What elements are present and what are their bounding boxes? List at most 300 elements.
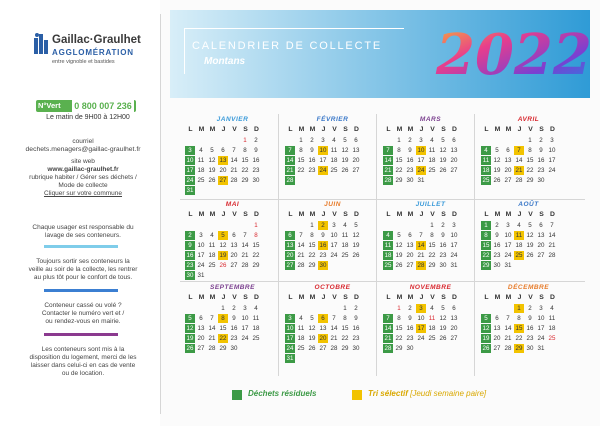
- day-cell: 15: [395, 157, 403, 164]
- email-link[interactable]: dechets.menagers@gaillac-graulhet.fr: [25, 146, 141, 153]
- weekday-label: M: [198, 211, 205, 218]
- day-cell: 5: [481, 314, 491, 323]
- day-cell: 23: [526, 335, 534, 342]
- day-cell: 21: [230, 167, 238, 174]
- office-hours: Le matin de 9H00 à 12H00: [46, 114, 130, 121]
- day-cell: 23: [230, 335, 238, 342]
- day-cell: 2: [318, 221, 328, 230]
- day-cell: 2: [185, 231, 195, 240]
- day-cell: 29: [241, 177, 249, 184]
- day-cell: 14: [515, 157, 523, 164]
- day-cell: 25: [428, 335, 436, 342]
- day-cell: 17: [197, 252, 205, 259]
- day-cell: 11: [428, 147, 436, 154]
- day-cell: 21: [384, 335, 392, 342]
- day-cell: 18: [341, 242, 349, 249]
- day-cell: 10: [450, 232, 458, 239]
- column-divider: [278, 114, 279, 376]
- day-cell: 24: [548, 167, 556, 174]
- day-cell: 26: [439, 167, 447, 174]
- day-cell: 21: [384, 167, 392, 174]
- day-cell: 2: [232, 305, 236, 312]
- day-cell: 28: [548, 252, 556, 259]
- email-label: courriel: [72, 138, 94, 145]
- day-cell: 13: [286, 242, 294, 249]
- day-cell: 4: [254, 305, 258, 312]
- weekday-label: S: [243, 126, 248, 133]
- day-cell: 20: [197, 335, 205, 342]
- day-cell: 25: [341, 252, 349, 259]
- day-cell: 13: [493, 325, 501, 332]
- note-collection-1: Toujours sortir ses conteneurs la: [36, 258, 130, 265]
- weekday-label: M: [298, 211, 305, 218]
- day-cell: 14: [417, 242, 425, 249]
- row-divider: [180, 199, 585, 200]
- day-cell: 3: [243, 305, 247, 312]
- weekday-label: J: [221, 211, 226, 218]
- day-cell: 4: [481, 146, 491, 155]
- day-cell: 1: [514, 304, 524, 313]
- day-cell: 1: [397, 305, 401, 312]
- weekday-label: M: [396, 294, 403, 301]
- day-cell: 7: [285, 146, 295, 155]
- day-cell: 11: [515, 232, 523, 239]
- web-link[interactable]: www.gaillac-graulhet.fr: [47, 166, 119, 173]
- day-cell: 26: [219, 262, 227, 269]
- weekday-label: V: [332, 294, 337, 301]
- day-cell: 10: [197, 242, 205, 249]
- day-cell: 12: [352, 232, 360, 239]
- weekday-label: J: [517, 294, 522, 301]
- day-cell: 25: [384, 262, 392, 269]
- weekday-label: J: [321, 294, 326, 301]
- day-cell: 5: [528, 222, 532, 229]
- weekday-label: V: [232, 294, 237, 301]
- day-cell: 29: [219, 345, 227, 352]
- day-cell: 16: [406, 157, 414, 164]
- note-property-1: Les conteneurs sont mis à la: [41, 346, 125, 353]
- weekday-label: M: [309, 126, 316, 133]
- day-cell: 16: [319, 242, 327, 249]
- day-cell: 25: [330, 167, 338, 174]
- day-cell: 10: [241, 315, 249, 322]
- day-cell: 24: [417, 335, 425, 342]
- day-cell: 21: [241, 252, 249, 259]
- month-5: [185, 201, 280, 285]
- day-cell: 7: [506, 315, 510, 322]
- day-cell: 23: [439, 252, 447, 259]
- day-cell: 18: [208, 252, 216, 259]
- day-cell: 17: [330, 242, 338, 249]
- day-cell: 29: [515, 345, 523, 352]
- day-cell: 29: [395, 345, 403, 352]
- note-property-3: laisser dans celui-ci en cas de vente: [30, 362, 136, 369]
- month-7: [383, 201, 478, 285]
- day-cell: 22: [395, 335, 403, 342]
- legend-recycling-note: [Jeudi semaine paire]: [410, 389, 487, 398]
- weekday-label: M: [407, 211, 414, 218]
- weekday-label: S: [539, 126, 544, 133]
- note-washing-2: lavage de ses conteneurs.: [45, 232, 121, 239]
- day-cell: 31: [504, 262, 512, 269]
- logo-title: Gaillac·Graulhet: [52, 34, 141, 46]
- day-cell: 25: [482, 177, 490, 184]
- day-cell: 31: [197, 272, 205, 279]
- weekday-label: D: [452, 126, 457, 133]
- day-cell: 13: [537, 232, 545, 239]
- note-collection-3: au plus tôt pour le confort de tous.: [33, 274, 133, 281]
- day-cell: 16: [230, 325, 238, 332]
- day-cell: 11: [297, 325, 305, 332]
- day-cell: 2: [310, 137, 314, 144]
- day-cell: 14: [330, 325, 338, 332]
- weekday-label: J: [419, 126, 424, 133]
- day-cell: 12: [526, 232, 534, 239]
- weekday-label: S: [539, 294, 544, 301]
- web-path-2: Mode de collecte: [58, 182, 108, 189]
- weekday-label: S: [243, 294, 248, 301]
- day-cell: 16: [186, 252, 194, 259]
- day-cell: 13: [406, 242, 414, 249]
- logo-subtitle: AGGLOMÉRATION: [52, 48, 134, 57]
- day-cell: 14: [384, 157, 392, 164]
- day-cell: 30: [537, 177, 545, 184]
- day-cell: 2: [408, 305, 412, 312]
- day-cell: 27: [230, 262, 238, 269]
- weekday-label: M: [407, 294, 414, 301]
- day-cell: 31: [450, 262, 458, 269]
- day-cell: 1: [310, 222, 314, 229]
- day-cell: 20: [450, 157, 458, 164]
- weekday-label: M: [396, 211, 403, 218]
- day-cell: 6: [199, 315, 203, 322]
- weekday-label: D: [354, 211, 359, 218]
- weekday-label: L: [188, 126, 193, 133]
- weekday-label: M: [396, 126, 403, 133]
- weekday-label: M: [505, 211, 512, 218]
- day-cell: 23: [308, 167, 316, 174]
- day-cell: 5: [441, 137, 445, 144]
- day-cell: 16: [537, 157, 545, 164]
- day-cell: 21: [286, 167, 294, 174]
- day-cell: 26: [208, 177, 216, 184]
- weekday-label: V: [332, 126, 337, 133]
- day-cell: 27: [450, 335, 458, 342]
- note-bar: [44, 289, 118, 292]
- day-cell: 21: [515, 167, 523, 174]
- month-name: MARS: [419, 116, 442, 123]
- day-cell: 20: [504, 167, 512, 174]
- day-cell: 2: [441, 222, 445, 229]
- day-cell: 11: [548, 315, 556, 322]
- day-cell: 4: [343, 222, 347, 229]
- weekday-label: D: [452, 294, 457, 301]
- day-cell: 4: [383, 231, 393, 240]
- day-cell: 25: [252, 335, 260, 342]
- day-cell: 12: [493, 157, 501, 164]
- day-cell: 18: [330, 157, 338, 164]
- note-collection-2: veille au soir de la collecte, les rentrer: [28, 266, 138, 273]
- month-name: DÉCEMBRE: [507, 284, 550, 291]
- month-10: [285, 284, 380, 368]
- note-bar: [44, 245, 118, 248]
- day-cell: 26: [308, 345, 316, 352]
- day-cell: 20: [230, 252, 238, 259]
- day-cell: 23: [537, 167, 545, 174]
- weekday-label: L: [188, 294, 193, 301]
- day-cell: 8: [310, 232, 314, 239]
- day-cell: 16: [352, 325, 360, 332]
- day-cell: 19: [341, 157, 349, 164]
- weekday-label: V: [430, 126, 435, 133]
- day-cell: 19: [208, 167, 216, 174]
- day-cell: 2: [254, 137, 258, 144]
- note-property-2: disposition du logement, merci de les: [29, 354, 137, 361]
- day-cell: 6: [285, 231, 295, 240]
- nvert-badge: N°Vert: [38, 101, 61, 110]
- day-cell: 16: [406, 325, 414, 332]
- day-cell: 30: [439, 262, 447, 269]
- day-cell: 27: [493, 345, 501, 352]
- weekday-label: L: [386, 126, 391, 133]
- weekday-label: V: [430, 211, 435, 218]
- day-cell: 30: [186, 272, 194, 279]
- day-cell: 3: [199, 232, 203, 239]
- day-cell: 10: [286, 325, 294, 332]
- weekday-label: L: [484, 294, 489, 301]
- weekday-label: M: [209, 294, 216, 301]
- day-cell: 24: [197, 262, 205, 269]
- day-cell: 19: [219, 252, 227, 259]
- day-cell: 14: [208, 325, 216, 332]
- day-cell: 18: [252, 325, 260, 332]
- day-cell: 11: [482, 157, 490, 164]
- weekday-label: J: [321, 211, 326, 218]
- day-cell: 28: [384, 177, 392, 184]
- day-cell: 6: [506, 147, 510, 154]
- day-cell: 18: [297, 335, 305, 342]
- day-cell: 14: [548, 232, 556, 239]
- column-divider: [376, 114, 377, 376]
- day-cell: 3: [550, 137, 554, 144]
- note-broken-2: Contacter le numéro vert et /: [41, 310, 125, 317]
- day-cell: 28: [504, 345, 512, 352]
- weekday-label: S: [441, 211, 446, 218]
- day-cell: 1: [430, 222, 434, 229]
- day-cell: 29: [428, 262, 436, 269]
- day-cell: 15: [428, 242, 436, 249]
- weekday-label: M: [494, 211, 501, 218]
- day-cell: 21: [548, 242, 556, 249]
- day-cell: 12: [186, 325, 194, 332]
- weekday-label: V: [332, 211, 337, 218]
- day-cell: 19: [439, 325, 447, 332]
- day-cell: 10: [504, 232, 512, 239]
- weekday-label: M: [198, 294, 205, 301]
- day-cell: 9: [254, 147, 258, 154]
- day-cell: 22: [395, 167, 403, 174]
- day-cell: 24: [417, 167, 425, 174]
- year-text: 2022: [436, 22, 592, 88]
- day-cell: 26: [341, 167, 349, 174]
- day-cell: 6: [221, 147, 225, 154]
- day-cell: 29: [308, 262, 316, 269]
- day-cell: 12: [439, 147, 447, 154]
- day-cell: 18: [482, 167, 490, 174]
- day-cell: 15: [297, 157, 305, 164]
- day-cell: 17: [537, 325, 545, 332]
- day-cell: 25: [208, 262, 216, 269]
- weekday-label: V: [528, 211, 533, 218]
- day-cell: 31: [286, 355, 294, 362]
- weekday-label: J: [221, 294, 226, 301]
- weekday-label: D: [550, 211, 555, 218]
- day-cell: 11: [428, 315, 436, 322]
- weekday-label: J: [221, 126, 226, 133]
- day-cell: 3: [506, 222, 510, 229]
- month-name: JANVIER: [216, 116, 249, 123]
- note-broken-1: Conteneur cassé ou volé ?: [44, 302, 122, 309]
- day-cell: 6: [495, 315, 499, 322]
- day-cell: 6: [539, 222, 543, 229]
- day-cell: 12: [341, 147, 349, 154]
- day-cell: 26: [482, 345, 490, 352]
- day-cell: 29: [482, 262, 490, 269]
- month-4: [481, 116, 576, 200]
- year-artwork: [432, 12, 592, 92]
- day-cell: 8: [243, 147, 247, 154]
- month-name: AVRIL: [517, 116, 540, 123]
- day-cell: 17: [417, 157, 425, 164]
- day-cell: 30: [406, 177, 414, 184]
- day-cell: 18: [515, 242, 523, 249]
- weekday-label: M: [505, 126, 512, 133]
- day-cell: 7: [550, 222, 554, 229]
- day-cell: 4: [430, 137, 434, 144]
- day-cell: 25: [197, 177, 205, 184]
- day-cell: 26: [439, 335, 447, 342]
- day-cell: 23: [493, 252, 501, 259]
- note-property-4: ou de location.: [61, 370, 105, 377]
- day-cell: 26: [352, 252, 360, 259]
- sidebar: [0, 0, 160, 426]
- day-cell: 2: [408, 137, 412, 144]
- day-cell: 11: [341, 232, 349, 239]
- weekday-label: S: [343, 211, 348, 218]
- day-cell: 19: [493, 167, 501, 174]
- agglomeration-logo: [34, 30, 154, 72]
- day-cell: 3: [321, 137, 325, 144]
- day-cell: 17: [319, 157, 327, 164]
- day-cell: 12: [482, 325, 490, 332]
- day-cell: 11: [330, 147, 338, 154]
- day-cell: 19: [395, 252, 403, 259]
- day-cell: 22: [515, 335, 523, 342]
- day-cell: 30: [352, 345, 360, 352]
- day-cell: 23: [406, 167, 414, 174]
- day-cell: 3: [419, 137, 423, 144]
- weekday-label: S: [441, 126, 446, 133]
- day-cell: 15: [219, 325, 227, 332]
- phone-number[interactable]: 0 800 007 236: [72, 100, 134, 112]
- weekday-label: D: [550, 294, 555, 301]
- day-cell: 7: [299, 232, 303, 239]
- day-cell: 8: [397, 315, 401, 322]
- weekday-label: J: [321, 126, 326, 133]
- day-cell: 28: [286, 177, 294, 184]
- day-cell: 24: [241, 335, 249, 342]
- weekday-label: V: [430, 294, 435, 301]
- month-name: JUIN: [324, 201, 341, 208]
- day-cell: 19: [482, 335, 490, 342]
- day-cell: 30: [493, 262, 501, 269]
- day-cell: 8: [299, 147, 303, 154]
- day-cell: 27: [219, 177, 227, 184]
- day-cell: 7: [419, 232, 423, 239]
- day-cell: 22: [308, 252, 316, 259]
- day-cell: 23: [352, 335, 360, 342]
- day-cell: 7: [210, 315, 214, 322]
- day-cell: 8: [528, 147, 532, 154]
- weekday-label: L: [484, 211, 489, 218]
- day-cell: 13: [319, 325, 327, 332]
- day-cell: 5: [185, 314, 195, 323]
- month-name: JUILLET: [415, 201, 446, 208]
- day-cell: 10: [548, 147, 556, 154]
- month-name: MAI: [225, 201, 240, 208]
- day-cell: 14: [286, 157, 294, 164]
- day-cell: 15: [241, 157, 249, 164]
- day-cell: 10: [417, 315, 425, 322]
- commune-link[interactable]: Cliquer sur votre commune: [43, 190, 123, 197]
- day-cell: 11: [252, 315, 260, 322]
- day-cell: 4: [199, 147, 203, 154]
- day-cell: 8: [430, 232, 434, 239]
- row-divider: [180, 281, 585, 282]
- day-cell: 1: [481, 221, 491, 230]
- day-cell: 17: [286, 335, 294, 342]
- day-cell: 19: [526, 242, 534, 249]
- month-1: [185, 116, 280, 200]
- sidebar-divider: [160, 14, 161, 414]
- weekday-label: S: [441, 294, 446, 301]
- weekday-label: M: [505, 294, 512, 301]
- month-6: [285, 201, 380, 285]
- day-cell: 13: [230, 242, 238, 249]
- header-rule-vertical: [184, 28, 185, 74]
- green-number-box[interactable]: [36, 100, 136, 112]
- day-cell: 26: [395, 262, 403, 269]
- day-cell: 20: [406, 252, 414, 259]
- day-cell: 23: [186, 262, 194, 269]
- day-cell: 2: [354, 305, 358, 312]
- day-cell: 22: [526, 167, 534, 174]
- day-cell: 25: [515, 252, 523, 259]
- day-cell: 27: [450, 167, 458, 174]
- day-cell: 4: [550, 305, 554, 312]
- day-cell: 3: [539, 305, 543, 312]
- day-cell: 20: [493, 335, 501, 342]
- day-cell: 24: [186, 177, 194, 184]
- weekday-label: M: [198, 126, 205, 133]
- day-cell: 6: [232, 232, 236, 239]
- day-cell: 7: [514, 146, 524, 155]
- weekday-label: J: [419, 294, 424, 301]
- day-cell: 29: [252, 262, 260, 269]
- month-8: [481, 201, 576, 285]
- day-cell: 29: [341, 345, 349, 352]
- day-cell: 26: [186, 345, 194, 352]
